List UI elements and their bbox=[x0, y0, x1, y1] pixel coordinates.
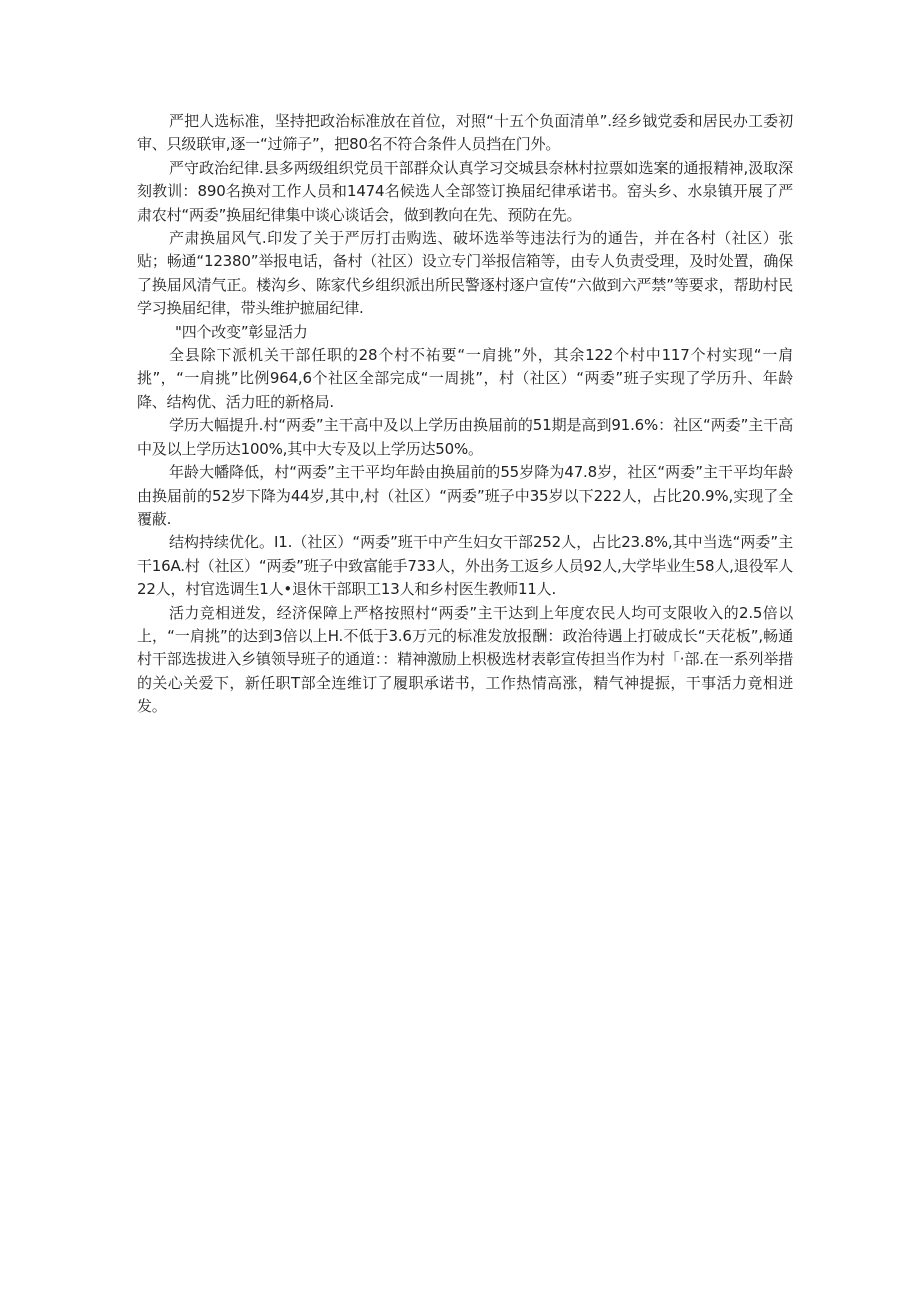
paragraph-structure: 结构持续优化。I1.（社区）“两委”班干中产生妇女干部252人，占比23.8%,其中当选“两委”主干16A.村（社区）“两委”班子中致富能手733人，外出务工返乡人员92人,大学毕业生58人,退役军人22人，村官选调生1人•退休干部职工13人和乡村医生教师11人. bbox=[137, 533, 793, 599]
paragraph-one-shoulder: 全县除下派机关干部任职的28个村不祐要“一肩挑”外，其余122个村中117个村实现“一肩挑”，“一肩挑”比例964,6个社区全部完成“一周挑”，村（社区）“两委”班子实现了学历升、年龄降、结构优、活力旺的新格局. bbox=[137, 346, 793, 411]
paragraph-election-atmosphere: 产肃换届风气.印发了关于严厉打击购选、破坏选举等违法行为的通告，并在各村（社区）张贴；畅通“12380”举报电话，备村（社区）设立专门举报信箱等，由专人负责受理，及时处置，确保了换届风清气正。楼沟乡、陈家代乡组织派出所民警逐村逐户宣传“六做到六严禁”等要求，帮助村民学习换届纪律，带头维护摭届纪律. bbox=[137, 229, 793, 318]
paragraph-age: 年龄大幡降低，村“两委”主干平均年龄由换届前的55岁降为47.8岁，社区“两委”主干平均年龄由换届前的52岁下降为44岁,其中,村（社区）“两委”班子中35岁以下222人，占比20.9%,实现了全覆蔽. bbox=[137, 463, 793, 528]
paragraph-candidate-standards: 严把人选标准，坚持把政治标准放在首位，对照“十五个负面清单”.经乡钺党委和居民办工委初审、只级联审,逐一“过筛子”，把80名不符合条件人员挡在门外。 bbox=[137, 112, 793, 154]
document-body bbox=[137, 110, 793, 719]
section-heading: "四个改变”彰显活力 bbox=[175, 322, 308, 341]
paragraph-political-discipline: 严守政治纪律.县多两级组织党员干部群众认真学习交城县奈林村拉票如选案的通报精神,汲取深刻教训：890名换对工作人员和1474名候选人全部签订换届纪律承诺书。窑头乡、水泉镇开展了严肃农村“两委”换届纪律集中谈心谈话会，做到教向在先、预防在先。 bbox=[137, 158, 793, 224]
paragraph-education: 学历大幅提升.村“两委”主干高中及以上学历由换届前的51期是高到91.6%：社区“两委”主干高中及以上学历达100%,其中大专及以上学历达50%。 bbox=[137, 416, 793, 458]
paragraph-vitality: 活力竞相迸发，经济保障上严格按照村“两委”主干达到上年度农民人均可支限收入的2.5倍以上，“一肩挑”的达到3倍以上H.不低于3.6万元的标准发放报酬：政治待遇上打破成长“天花板”,畅通村干部选拔进入乡镇领导班子的通道：：精神激励上枳极选材表彰宣传担当作为村「·部.在一系列举措的关心关爱下，新任职T部全连维订了履职承诺书，工作热情高涨，精气神提振，干事活力竟相迸发。 bbox=[137, 603, 793, 716]
